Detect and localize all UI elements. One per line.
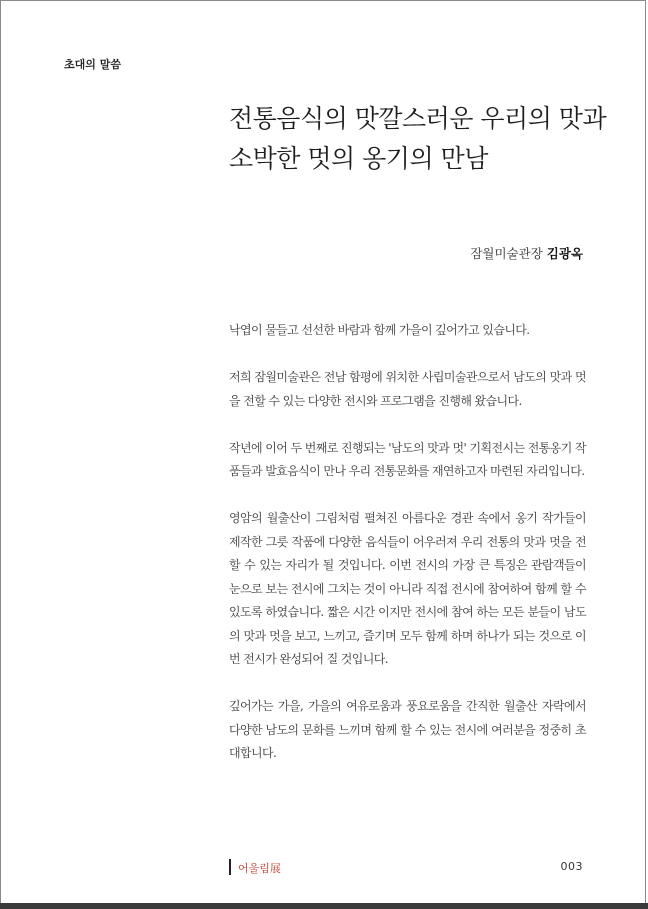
title-line-1: 전통음식의 맛깔스러운 우리의 맛과 xyxy=(229,104,607,133)
section-label: 초대의 말씀 xyxy=(64,58,121,71)
body-text xyxy=(229,319,586,789)
author-name: 김광옥 xyxy=(546,246,583,261)
title-line-2: 소박한 멋의 옹기의 만남 xyxy=(229,144,488,173)
page-number: 003 xyxy=(560,860,583,873)
page-title xyxy=(229,99,609,179)
paragraph: 영암의 월출산이 그림처럼 펼쳐진 아름다운 경관 속에서 옹기 작가들이 제작한 그릇 작품에 다양한 음식들이 어우러져 우리 전통의 맛과 멋을 전할 수 있는 자리가 될 것입니다. 이번 전시의 가장 큰 특징은 관람객들이 눈으로 보는 전시에 그치는 것이 아니라 직접 전시에 참여하여 함께 할 수 있도록 하였습니다. 짧은 시간 이지만 전시에 참여 하는 모든 분들이 남도의 맛과 멋을 보고, 느끼고, 즐기며 모두 함께 하며 하나가 되는 것으로 이번 전시가 완성되어 질 것입니다. xyxy=(229,511,586,666)
author-role: 잠월미술관장 xyxy=(470,246,543,261)
author-byline xyxy=(470,244,583,262)
footer-divider-mark xyxy=(229,859,231,875)
bottom-border-bar xyxy=(0,903,648,909)
paragraph: 깊어가는 가을, 가을의 여유로움과 풍요로움을 간직한 월출산 자락에서 다양한 남도의 문화를 느끼며 함께 할 수 있는 전시에 여러분을 정중히 초대합니다. xyxy=(229,699,586,760)
paragraph: 작년에 이어 두 번째로 진행되는 '남도의 맛과 멋' 기획전시는 전통옹기 작품들과 발효음식이 만나 우리 전통문화를 재연하고자 마련된 자리입니다. xyxy=(229,440,586,478)
paragraph: 낙엽이 물들고 선선한 바람과 함께 가을이 깊어가고 있습니다. xyxy=(229,323,530,337)
paragraph: 저희 잠월미술관은 전남 함평에 위치한 사립미술관으로서 남도의 맛과 멋을 전할 수 있는 다양한 전시와 프로그램을 진행해 왔습니다. xyxy=(229,370,586,408)
footer-title: 어울림展 xyxy=(238,862,281,875)
